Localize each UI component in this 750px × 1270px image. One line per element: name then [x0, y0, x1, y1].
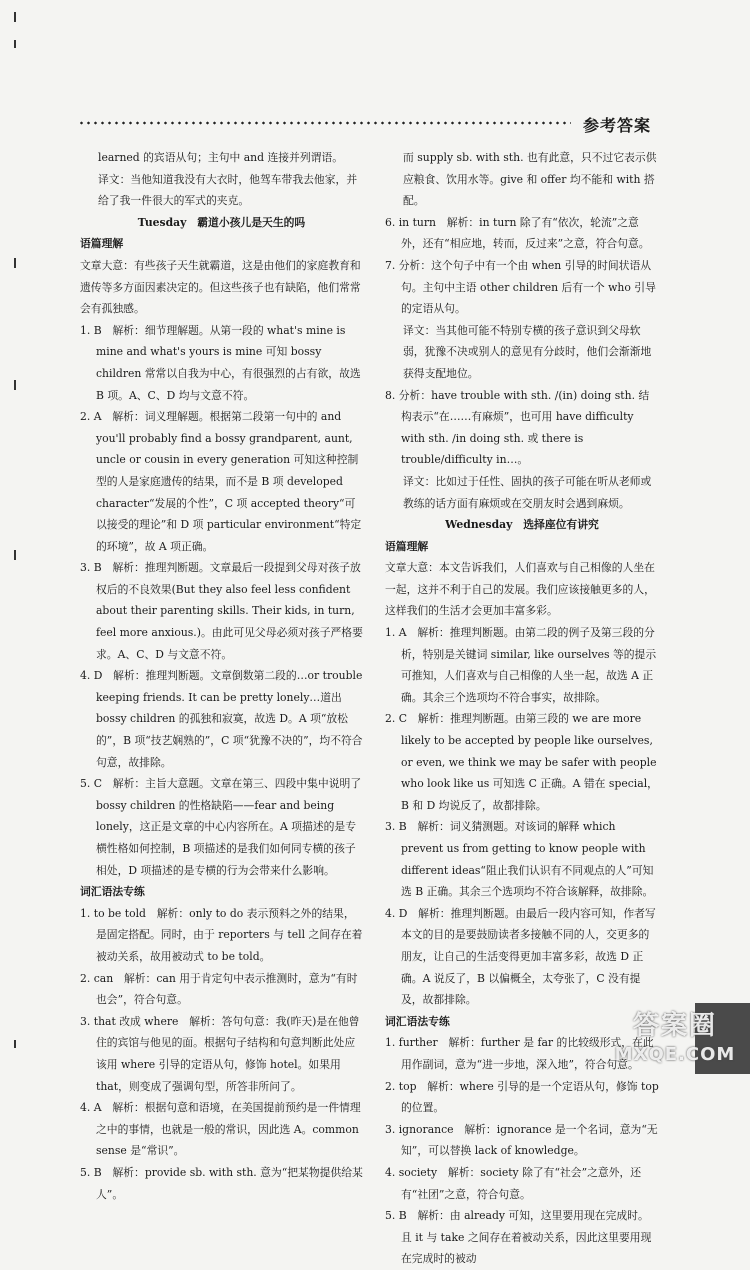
- paragraph: 6. in turn 解析：in turn 除了有“依次，轮流”之意外，还有“相应地，转而，反过来”之意，符合句意。: [385, 215, 650, 251]
- section-heading: 语篇理解: [385, 539, 429, 553]
- right-column: [385, 147, 659, 1270]
- paragraph: 译文：当其他可能不特别专横的孩子意识到父母软弱，犹豫不决或别人的意见有分歧时，他们会渐渐地获得支配地位。: [403, 323, 652, 380]
- day-heading: Tuesday 霸道小孩儿是天生的吗: [137, 215, 306, 229]
- paragraph: 3. B 解析：词义猜测题。对该词的解释 which prevent us from getting to know people with different ideas“阻止我们认识有不同观点的人”可知选 B 正确。其余三个选项均不符合该解释，故排除。: [385, 820, 654, 899]
- paragraph: 1. further 解析：further 是 far 的比较级形式，在此用作副词，意为“进一步地，深入地”，符合句意。: [385, 1036, 654, 1071]
- paragraph: 2. C 解析：推理判断题。由第三段的 we are more likely to be accepted by people like ourselves, or even, we think we may be safer with people who look like us 可知选 C 正确。A 错在 special，B 和 D 均说反了，故都排除。: [385, 712, 658, 812]
- paragraph: 4. D 解析：推理判断题。由最后一段内容可知，作者写本文的目的是要鼓励读者多接触不同的人，交更多的朋友，让自己的生活变得更加丰富多彩，故选 D 正确。A 说反了，B 以偏概全，太夸张了，C 没有提及，故都排除。: [385, 906, 656, 1007]
- paragraph: 4. society 解析：society 除了有“社会”之意外，还有“社团”之意，符合句意。: [385, 1165, 642, 1201]
- section-heading: 词汇语法专练: [385, 1014, 450, 1028]
- paragraph: 3. ignorance 解析：ignorance 是一个名词，意为“无知”，可以替换 lack of knowledge。: [385, 1122, 658, 1158]
- binder-mark: [14, 258, 16, 268]
- paragraph: 文章大意：本文告诉我们，人们喜欢与自己相像的人坐在一起，这并不利于自己的发展。我们应该接触更多的人，这样我们的生活才会更加丰富多彩。: [385, 561, 655, 618]
- left-column: [80, 147, 363, 1205]
- paragraph: 2. can 解析：can 用于肯定句中表示推测时，意为“有时也会”，符合句意。: [80, 971, 358, 1007]
- paragraph: 译文：比如过于任性、固执的孩子可能在听从老师或教练的话方面有麻烦或在交朋友时会遇到麻烦。: [403, 474, 652, 510]
- paragraph: 7. 分析：这个句子中有一个由 when 引导的时间状语从句。主句中主语 other children 后有一个 who 引导的定语从句。: [385, 258, 656, 316]
- paragraph: 8. 分析：have trouble with sth. /(in) doing sth. 结构表示“在……有麻烦”，也可用 have difficulty with sth. /in doing sth. 或 there is trouble/difficulty in…。: [385, 388, 650, 467]
- paragraph: learned 的宾语从句；主句中 and 连接并列谓语。: [98, 151, 344, 164]
- paragraph: 4. D 解析：推理判断题。文章倒数第二段的…or trouble keeping friends. It can be pretty lonely…道出 bossy children 的孤独和寂寞，故选 D。A 项“放松的”，B 项“技艺娴熟的”，C 项“犹豫不决的”，均不符合句意，故排除。: [80, 669, 363, 769]
- header-dotted-rule: [78, 121, 571, 125]
- watermark-logo: [600, 1010, 750, 1074]
- binder-mark: [14, 40, 16, 48]
- paragraph: 5. B 解析：由 already 可知，这里要用现在完成时。且 it 与 take 之间存在着被动关系，因此这里要用现在完成时的被动: [385, 1209, 652, 1266]
- paragraph: 2. top 解析：where 引导的是一个定语从句，修饰 top 的位置。: [385, 1079, 659, 1115]
- paragraph: 译文：当他知道我没有大衣时，他驾车带我去他家，并给了我一件很大的军式的夹克。: [98, 172, 358, 208]
- watermark-line1: 答案圈: [632, 1011, 717, 1041]
- paragraph: 5. C 解析：主旨大意题。文章在第三、四段中集中说明了 bossy children 的性格缺陷——fear and being lonely，这正是文章的中心内容所在。A 项描述的是专横性格如何控制，B 项描述的是我们如何同专横的孩子相处，D 项描述的是专横的行为会带来什么影响。: [80, 777, 362, 877]
- section-heading: 语篇理解: [80, 237, 124, 251]
- paragraph: 2. A 解析：词义理解题。根据第二段第一句中的 and you'll probably find a bossy grandparent, aunt, uncle or cousin in every generation 可知这种控制型的人是家庭遗传的结果，而不是 B 项 developed character“发展的个性”，C 项 accepted theory“可以接受的理论”和 D 项 particular environment“特定的环境”，故 A 项正确。: [80, 410, 362, 553]
- paragraph: 3. B 解析：推理判断题。文章最后一段提到父母对孩子放权后的不良效果(But they also feel less confident about their parenting skills. Their kids, in turn, feel more anxious.)。由此可见父母必须对孩子严格要求。A、C、D 与文意不符。: [80, 561, 363, 661]
- paragraph: 文章大意：有些孩子天生就霸道，这是由他们的家庭教育和遗传等多方面因素决定的。但这些孩子也有缺陷，他们常常会有孤独感。: [80, 258, 361, 316]
- paragraph: 5. B 解析：provide sb. with sth. 意为“把某物提供给某人”。: [80, 1165, 363, 1201]
- watermark-line2: MXQE.COM: [614, 1044, 736, 1065]
- paragraph: 1. A 解析：推理判断题。由第二段的例子及第三段的分析，特别是关键词 similar, like ourselves 等的提示可推知，人们喜欢与自己相像的人坐一起，故选 A 正确。其余三个选项均不符合事实，故排除。: [385, 626, 657, 704]
- paragraph: 3. that 改成 where 解析：答句句意：我(昨天)是在他曾住的宾馆与他见的面。根据句子结构和句意判断此处应该用 where 引导的定语从句，修饰 hotel。如果用 that，则变成了强调句型，所答非所问了。: [80, 1014, 360, 1093]
- page-header-title: 参考答案: [583, 116, 652, 135]
- paragraph: 4. A 解析：根据句意和语境，在美国提前预约是一件情理之中的事情，也就是一般的常识，因此选 A。common sense 是“常识”。: [80, 1101, 361, 1158]
- section-heading: 词汇语法专练: [80, 885, 145, 899]
- paragraph: 而 supply sb. with sth. 也有此意，只不过它表示供应粮食、饮用水等。give 和 offer 均不能和 with 搭配。: [403, 151, 657, 208]
- day-heading: Wednesday 选择座位有讲究: [445, 518, 599, 532]
- paragraph: 1. to be told 解析：only to do 表示预料之外的结果，是固定搭配。同时，由于 reporters 与 tell 之间存在着被动关系，故用被动式 to be told。: [80, 906, 363, 963]
- paragraph: 1. B 解析：细节理解题。从第一段的 what's mine is mine and what's yours is mine 可知 bossy children 常常以自我为中心，有很强烈的占有欲，故选 B 项。A、C、D 均与文意不符。: [80, 323, 361, 402]
- binder-mark: [14, 550, 16, 560]
- binder-mark: [14, 1040, 16, 1048]
- binder-mark: [14, 12, 16, 22]
- binder-mark: [14, 380, 16, 390]
